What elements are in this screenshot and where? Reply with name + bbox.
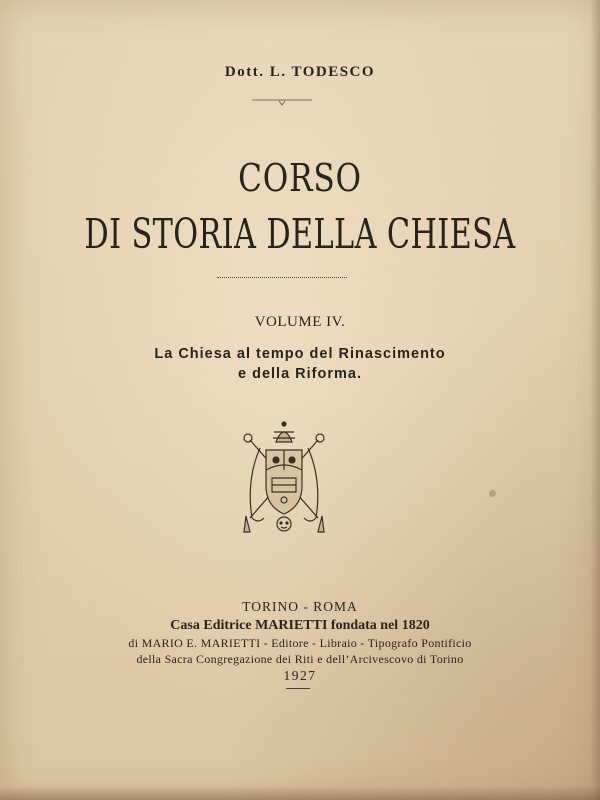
- dotted-divider: [217, 277, 347, 282]
- title-line-2: DI STORIA DELLA CHIESA: [84, 210, 516, 258]
- publisher-details: di MARIO E. MARIETTI - Editore - Libraio - Tipografo Pontificio: [128, 636, 472, 650]
- subtitle-line-2: e della Riforma.: [238, 366, 362, 382]
- paper-stain: [489, 490, 496, 497]
- title-line-1: CORSO: [238, 156, 362, 200]
- author-name: Dott. L. TODESCO: [224, 64, 376, 80]
- subtitle-line-1: La Chiesa al tempo del Rinascimento: [154, 346, 446, 362]
- imprint-city: TORINO - ROMA: [242, 599, 358, 614]
- year-underline: [286, 688, 310, 689]
- volume-number: VOLUME IV.: [254, 314, 346, 330]
- paper-edge-bottom: [0, 786, 600, 800]
- publication-year: 1927: [283, 668, 317, 683]
- publisher-affiliation: della Sacra Congregazione dei Riti e dell’Arcivescovo di Torino: [136, 652, 464, 666]
- papal-coat-of-arms-icon: [238, 420, 330, 538]
- publisher-name: Casa Editrice MARIETTI fondata nel 1820: [170, 618, 430, 633]
- ornament-rule-icon: [252, 97, 312, 107]
